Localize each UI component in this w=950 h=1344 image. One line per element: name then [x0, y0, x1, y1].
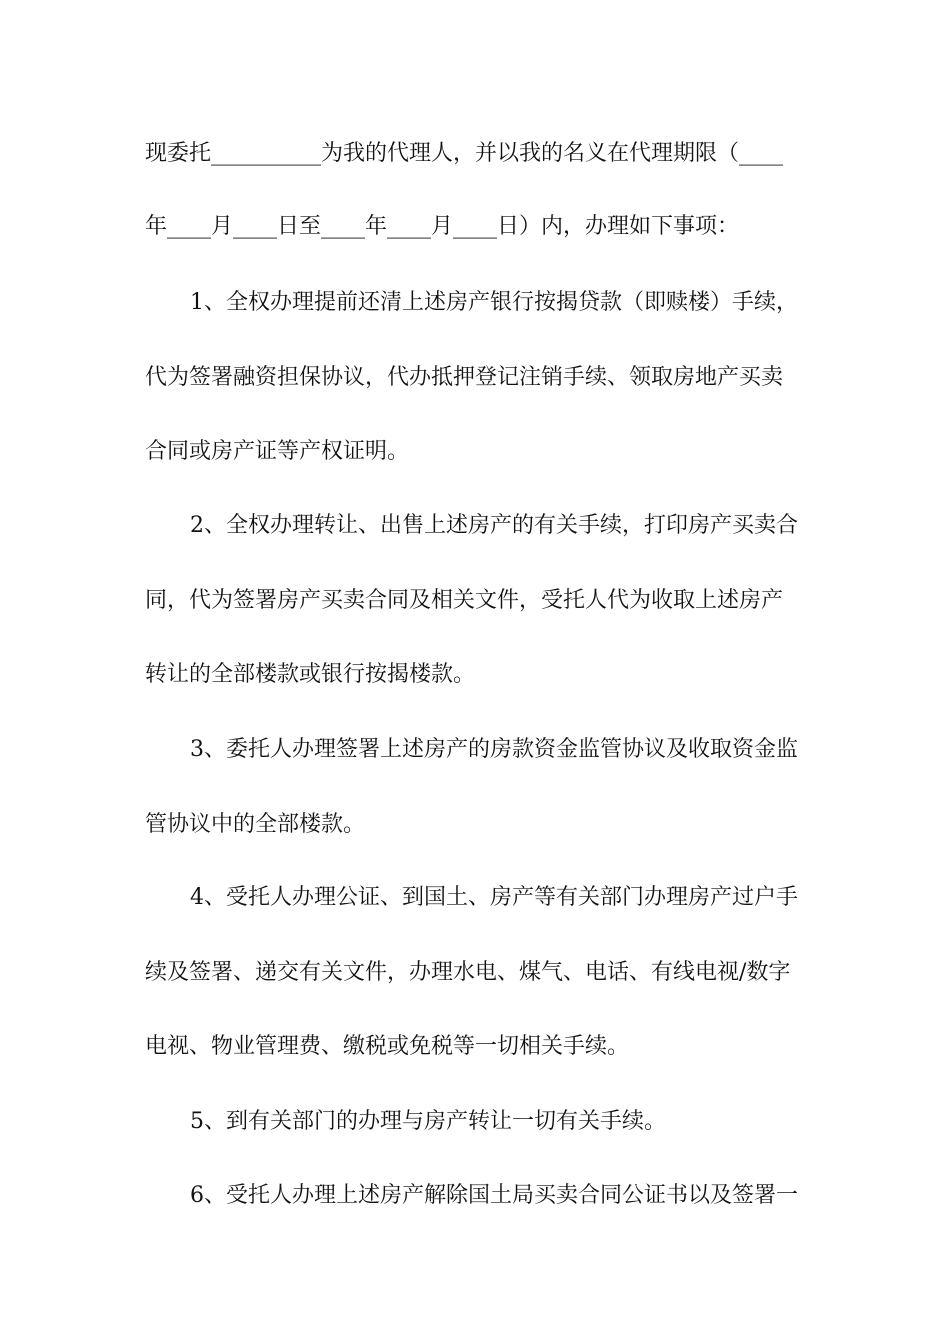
text-line-7: 同，代为签署房产买卖合同及相关文件，受托人代为收取上述房产 — [145, 588, 784, 613]
text-line-4: 代为签署融资担保协议，代办抵押登记注销手续、领取房地产买卖 — [145, 365, 784, 390]
text-line-11: 4、受托人办理公证、到国土、房产等有关部门办理房产过户手 — [190, 885, 798, 910]
text-line-13: 电视、物业管理费、缴税或免税等一切相关手续。 — [145, 1034, 630, 1059]
text-line-8: 转让的全部楼款或银行按揭楼款。 — [145, 662, 476, 687]
text-line-14: 5、到有关部门的办理与房产转让一切有关手续。 — [190, 1109, 666, 1134]
text-line-6: 2、全权办理转让、出售上述房产的有关手续，打印房产买卖合 — [190, 513, 798, 538]
text-line-9: 3、委托人办理签署上述房产的房款资金监管协议及收取资金监 — [190, 737, 798, 762]
text-line-15: 6、受托人办理上述房产解除国土局买卖合同公证书以及签署一 — [190, 1183, 798, 1208]
text-line-1: 现委托__________为我的代理人，并以我的名义在代理期限（____ — [145, 141, 784, 166]
text-line-5: 合同或房产证等产权证明。 — [145, 439, 410, 464]
text-line-10: 管协议中的全部楼款。 — [145, 812, 366, 837]
text-line-3: 1、全权办理提前还清上述房产银行按揭贷款（即赎楼）手续， — [190, 290, 798, 315]
text-line-12: 续及签署、递交有关文件，办理水电、煤气、电话、有线电视/数字 — [145, 960, 791, 985]
text-line-2: 年____月____日至____年____月____日）内，办理如下事项： — [145, 214, 740, 239]
